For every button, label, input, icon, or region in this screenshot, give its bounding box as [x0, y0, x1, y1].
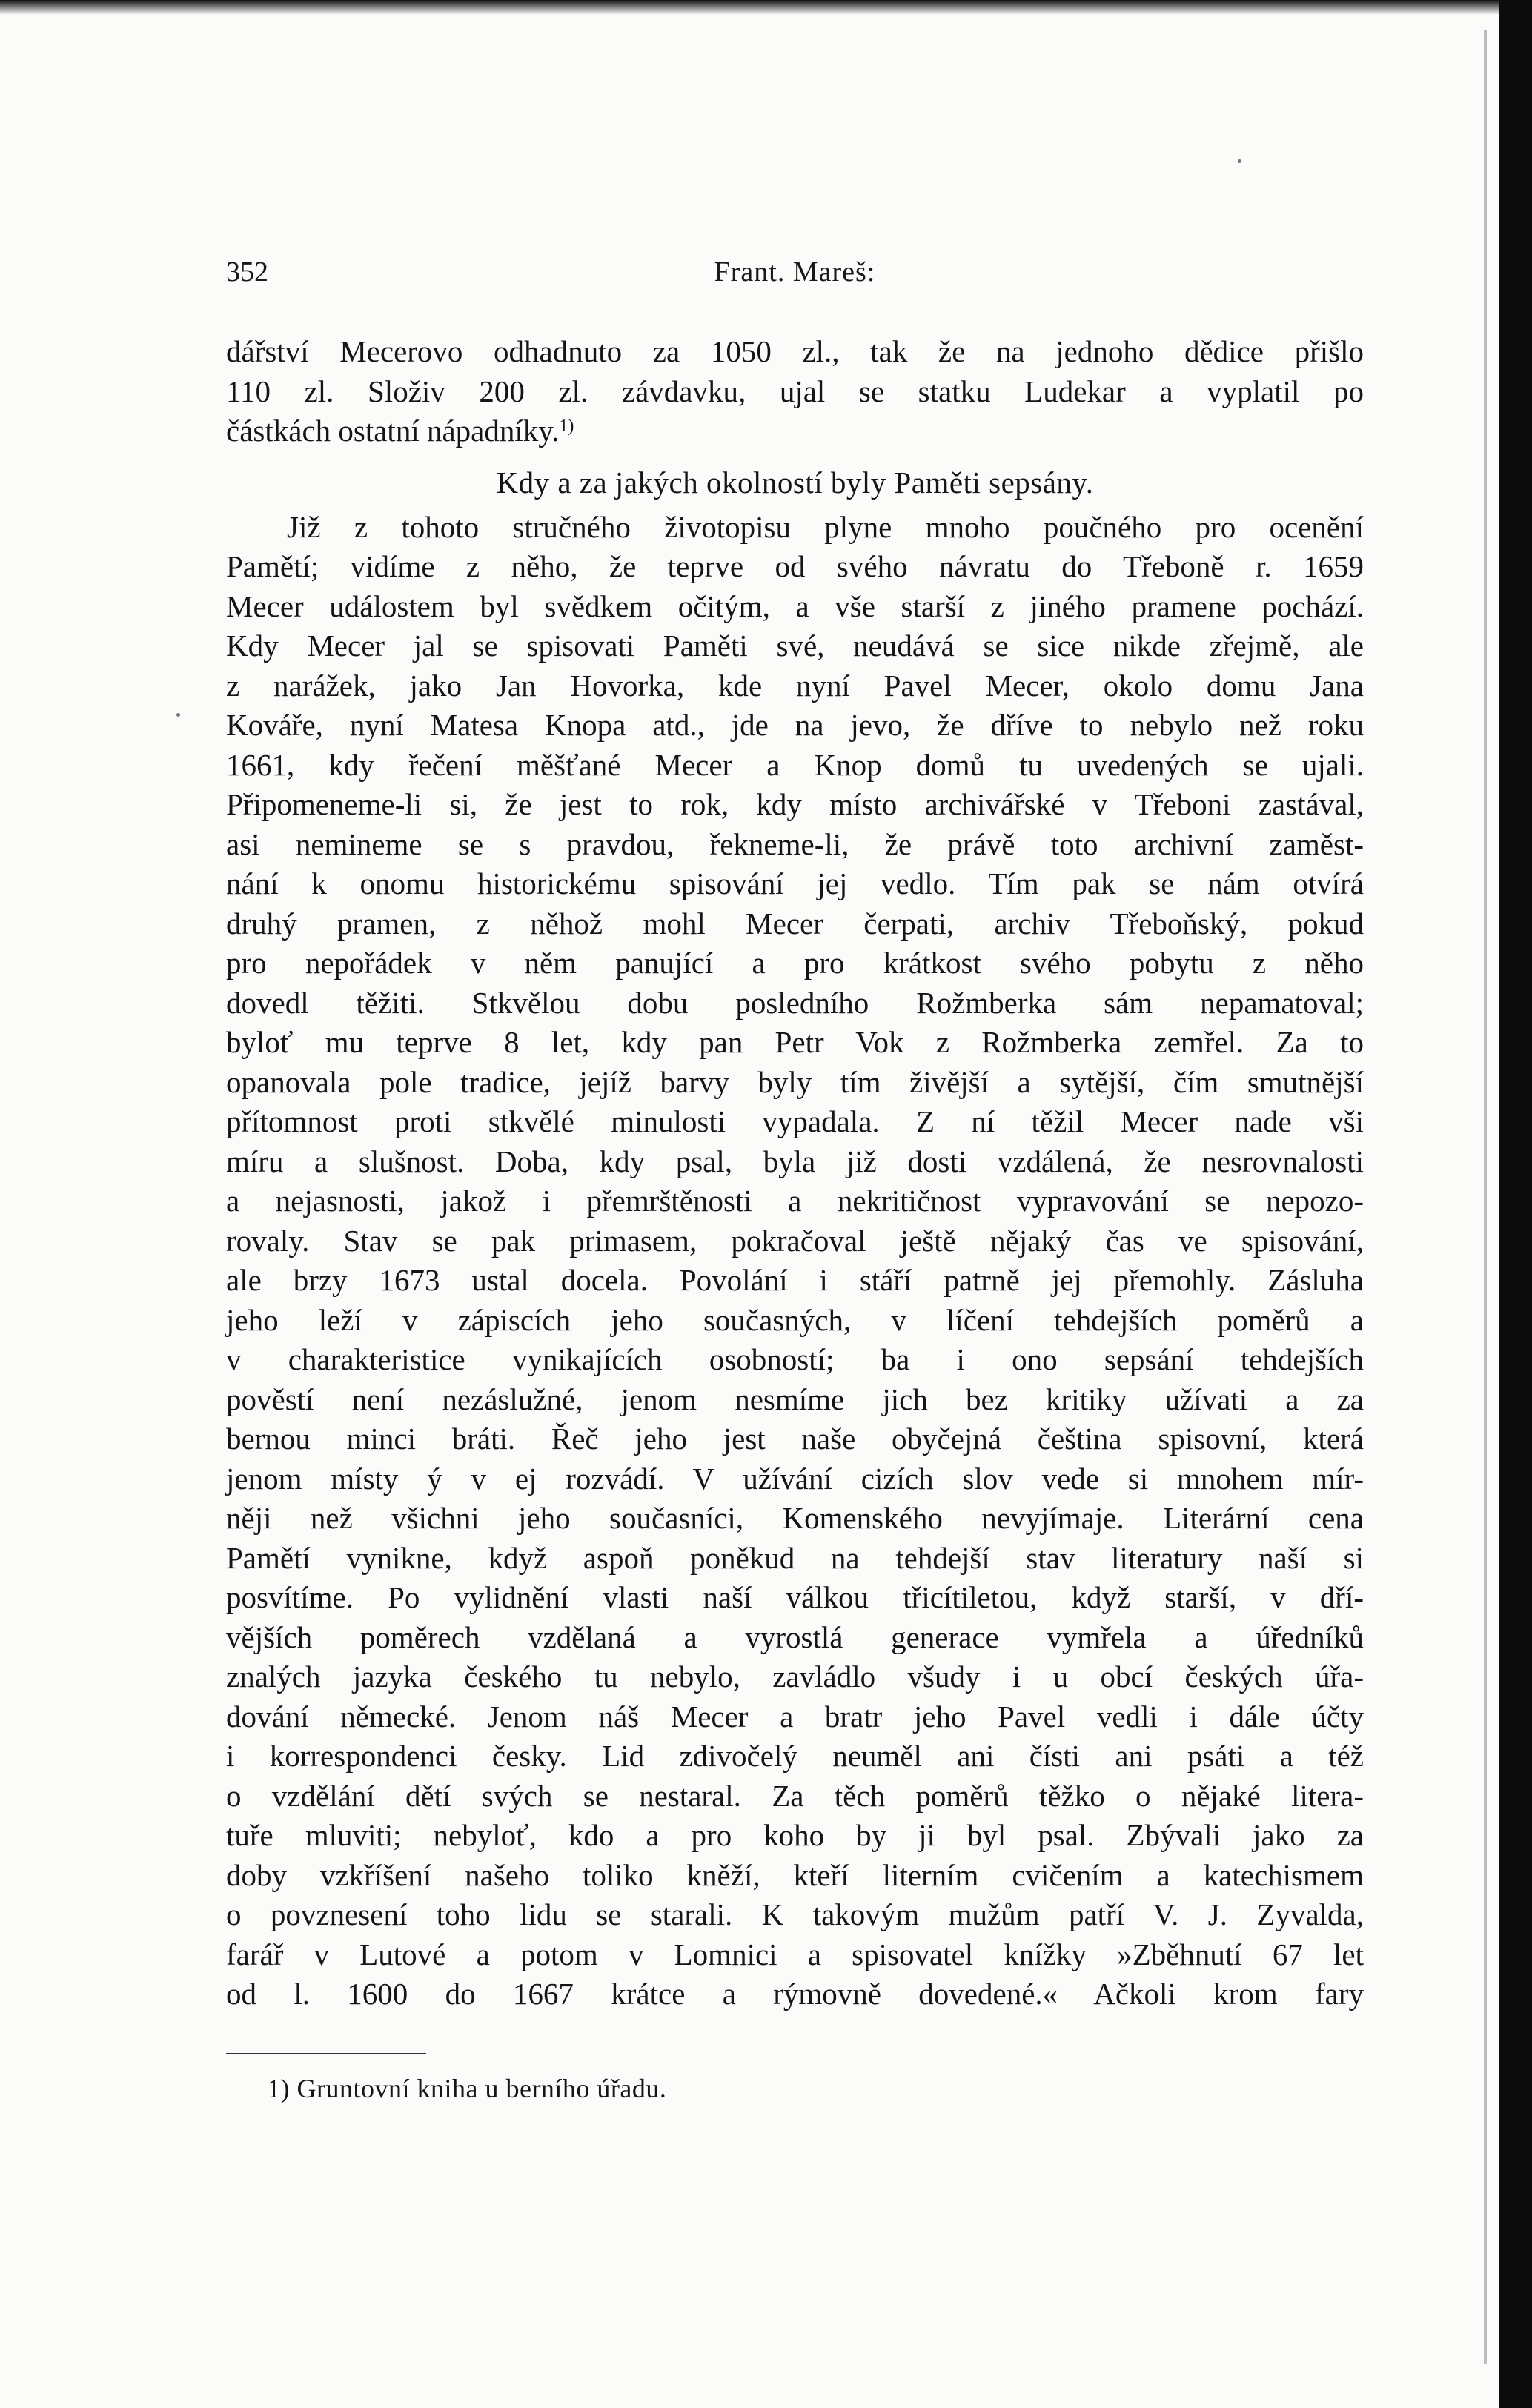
text-line: rovaly. Stav se pak primasem, pokračoval ještě nějaký čas ve spisování, [226, 1223, 1364, 1258]
text-line [226, 411, 1364, 451]
text-line: přítomnost proti stkvělé minulosti vypadala. Z ní těžil Mecer nade vši [226, 1104, 1364, 1138]
paragraph-2 [226, 508, 1364, 2014]
text-line: znalých jazyka českého tu nebylo, zavládlo všudy i u obcí českých úřa- [226, 1659, 1364, 1694]
text-line: pověstí není nezáslužné, jenom nesmíme jich bez kritiky užívati a za [226, 1382, 1364, 1416]
scan-border [1499, 0, 1532, 2408]
footnote: 1) Gruntovní kniha u berního úřadu. [267, 2074, 667, 2103]
running-title: Frant. Mareš: [714, 256, 876, 288]
text-line-content: částkách ostatní nápadníky. [226, 414, 560, 448]
text-line: Mecer událostem byl svědkem očitým, a vše starší z jiného pramene pochází. [226, 588, 1364, 623]
scan-speck [1238, 159, 1241, 163]
text-line: asi nemineme se s pravdou, řekneme-li, že právě toto archivní zaměst- [226, 826, 1364, 861]
text-line: míru a slušnost. Doba, kdy psal, byla již dosti vzdálená, že nesrovnalosti [226, 1144, 1364, 1178]
text-line: byloť mu teprve 8 let, kdy pan Petr Vok z Rožmberka zemřel. Za to [226, 1025, 1364, 1059]
text-line: o povznesení toho lidu se starali. K takovým mužům patří V. J. Zyvalda, [226, 1897, 1364, 1931]
text-line: druhý pramen, z něhož mohl Mecer čerpati, archiv Třeboňský, pokud [226, 906, 1364, 941]
text-line: ale brzy 1673 ustal docela. Povolání i stáří patrně jej přemohly. Zásluha [226, 1263, 1364, 1297]
text-line: jenom místy ý v ej rozvádí. V užívání cizích slov vede si mnohem mír- [226, 1461, 1364, 1496]
text-line: Kdy Mecer jal se spisovati Paměti své, neudává se sice nikde zřejmě, ale [226, 628, 1364, 663]
text-line: jeho leží v zápiscích jeho současných, v líčení tehdejších poměrů a [226, 1302, 1364, 1337]
text-line: z narážek, jako Jan Hovorka, kde nyní Pavel Mecer, okolo domu Jana [226, 668, 1364, 703]
text-line: vějších poměrech vzdělaná a vyrostlá generace vymřela a úředníků [226, 1619, 1364, 1654]
scan-speck [176, 713, 180, 717]
text-line: Pamětí; vidíme z něho, že teprve od svého návratu do Třeboně r. 1659 [226, 549, 1364, 583]
running-head [226, 256, 1364, 300]
body-text [226, 332, 1364, 2014]
text-line: od l. 1600 do 1667 krátce a rýmovně dovedené.« Ačkoli krom fary [226, 1977, 1364, 2011]
text-line: farář v Lutové a potom v Lomnici a spisovatel knížky »Zběhnutí 67 let [226, 1937, 1364, 1971]
text-line: Kováře, nyní Matesa Knopa atd., jde na jevo, že dříve to nebylo než roku [226, 708, 1364, 742]
scan-top-shadow [0, 0, 1499, 15]
text-line: a nejasnosti, jakož i přemrštěnosti a nekritičnost vypravování se nepozo- [226, 1184, 1364, 1218]
text-line: dovedl těžiti. Stkvělou dobu posledního Rožmberka sám nepamatoval; [226, 985, 1364, 1020]
paragraph-1 [226, 332, 1364, 451]
text-line: dářství Mecerovo odhadnuto za 1050 zl., tak že na jednoho dědice přišlo [226, 334, 1364, 368]
text-line: v charakteristice vynikajících osobností; ba i ono sepsání tehdejších [226, 1342, 1364, 1376]
text-line: Pamětí vynikne, když aspoň poněkud na tehdejší stav literatury naší si [226, 1540, 1364, 1575]
text-line: bernou minci bráti. Řeč jeho jest naše obyčejná čeština spisovní, která [226, 1422, 1364, 1456]
text-line: o vzdělání dětí svých se nestaral. Za těch poměrů těžko o nějaké litera- [226, 1778, 1364, 1813]
text-line: nání k onomu historickému spisování jej vedlo. Tím pak se nám otvírá [226, 866, 1364, 900]
text-line: i korrespondenci česky. Lid zdivočelý neuměl ani čísti ani psáti a též [226, 1739, 1364, 1773]
footnote-marker: 1) [559, 417, 574, 436]
section-heading: Kdy a za jakých okolností byly Paměti sepsány. [496, 465, 1094, 500]
footnote-rule [226, 2053, 426, 2054]
page-edge-line [1484, 30, 1487, 2364]
text-line: 1661, kdy řečení měšťané Mecer a Knop domů tu uvedených se ujali. [226, 747, 1364, 782]
text-line: Připomeneme-li si, že jest to rok, kdy místo archivářské v Třeboni zastával, [226, 787, 1364, 821]
text-line: Již z tohoto stručného životopisu plyne mnoho poučného pro ocenění [287, 509, 1364, 544]
text-line: posvítíme. Po vylidnění vlasti naší válkou třicítiletou, když starší, v dří- [226, 1580, 1364, 1614]
page-number: 352 [226, 256, 268, 288]
text-line: pro nepořádek v něm panující a pro krátkost svého pobytu z něho [226, 946, 1364, 980]
text-line: opanovala pole tradice, jejíž barvy byly tím živější a sytější, čím smutnější [226, 1064, 1364, 1099]
text-line: něji než všichni jeho současníci, Komenského nevyjímaje. Literární cena [226, 1501, 1364, 1535]
text-line: 110 zl. Složiv 200 zl. závdavku, ujal se statku Ludekar a vyplatil po [226, 374, 1364, 408]
text-line: dování německé. Jenom náš Mecer a bratr jeho Pavel vedli i dále účty [226, 1699, 1364, 1734]
text-line: tuře mluviti; nebyloť, kdo a pro koho by ji byl psal. Zbývali jako za [226, 1818, 1364, 1852]
text-line: doby vzkříšení našeho toliko kněží, kteří literním cvičením a katechismem [226, 1857, 1364, 1892]
